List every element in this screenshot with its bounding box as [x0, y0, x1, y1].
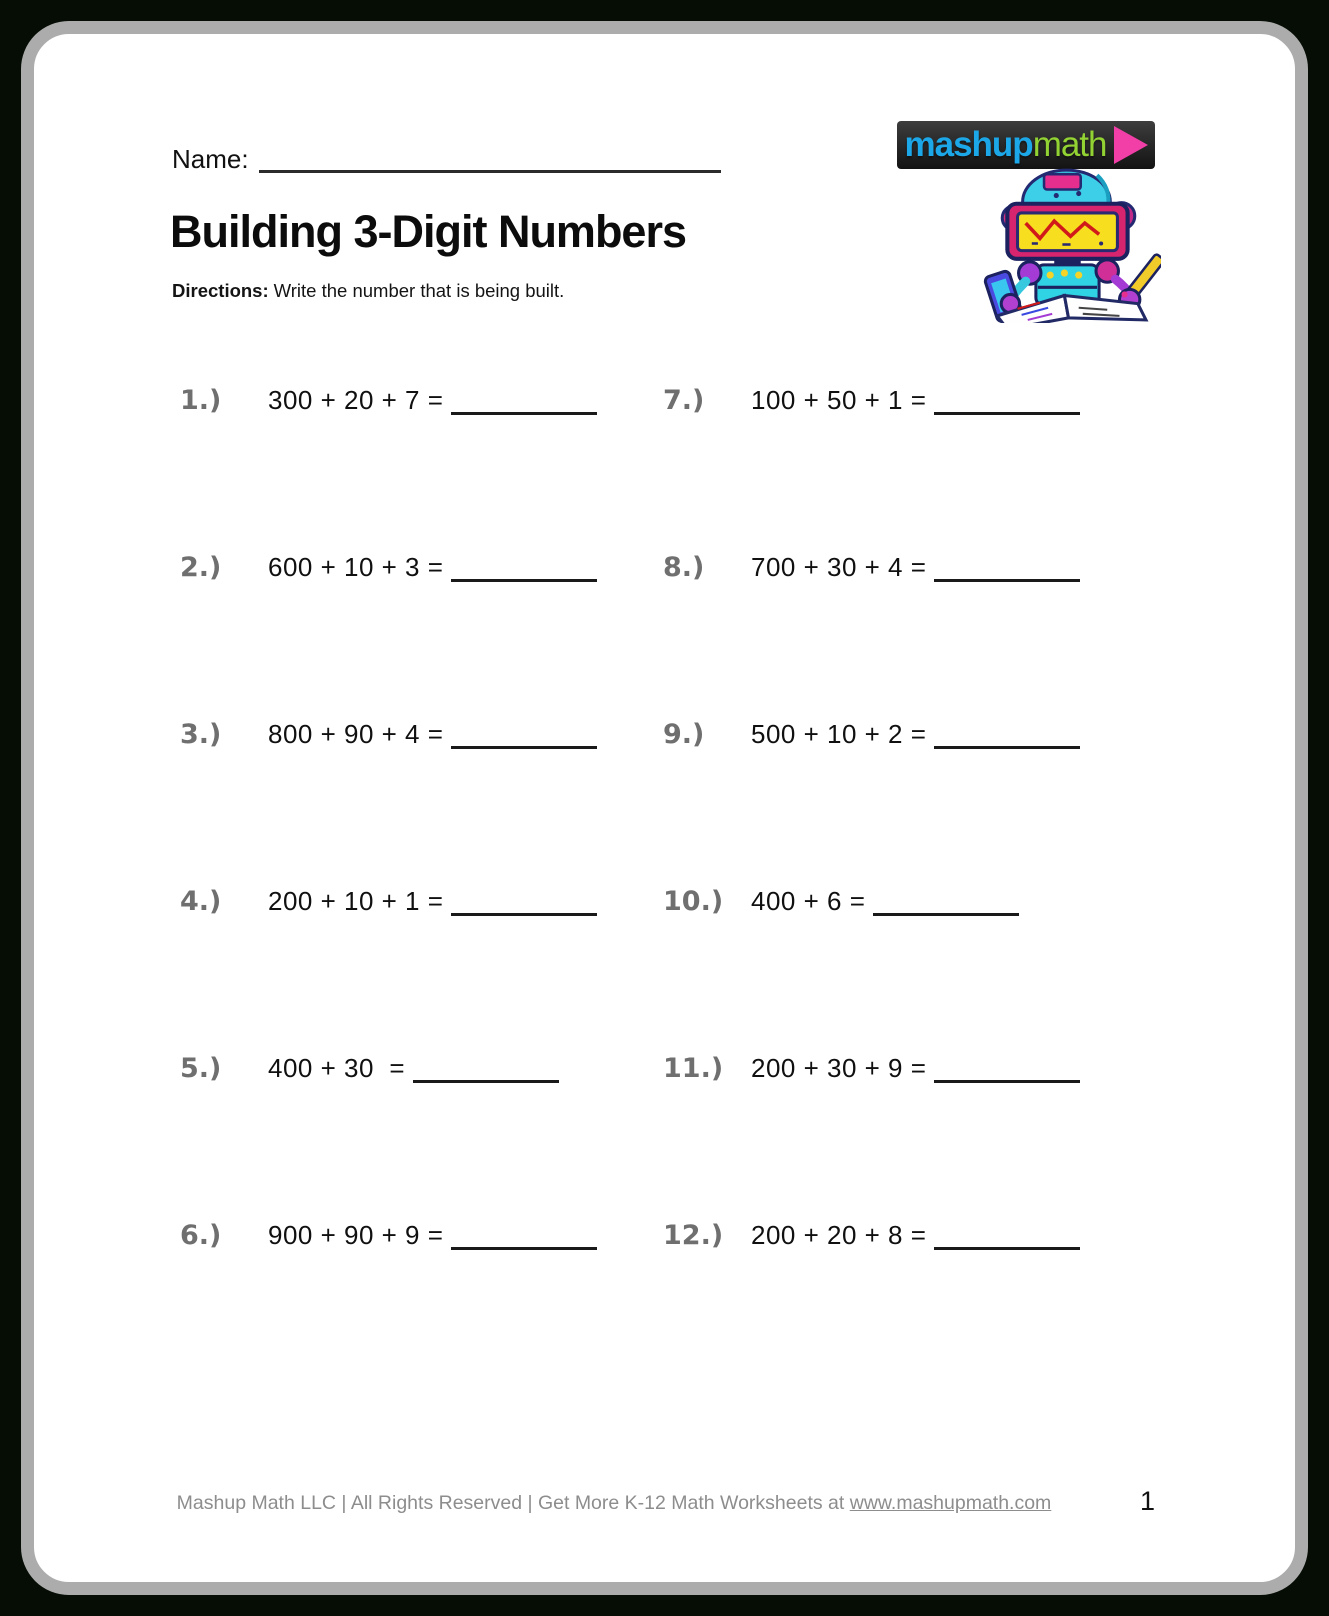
problem-expression: 700 + 30 + 4 = — [751, 552, 927, 582]
problem-expression: 400 + 30 = — [268, 1053, 406, 1083]
directions-text: Write the number that is being built. — [273, 280, 565, 301]
answer-blank — [934, 1247, 1080, 1250]
problem-3 — [172, 704, 655, 871]
directions — [172, 280, 564, 302]
problem-expression: 200 + 10 + 1 = — [268, 886, 444, 916]
logo-word-mashup: mashup — [904, 125, 1033, 164]
answer-blank — [934, 412, 1080, 415]
problem-expression: 500 + 10 + 2 = — [751, 719, 927, 749]
problem-expression: 300 + 20 + 7 = — [268, 385, 444, 415]
footer-link[interactable]: www.mashupmath.com — [849, 1492, 1052, 1514]
problem-expression: 400 + 6 = — [751, 886, 866, 916]
problem-4 — [172, 871, 655, 1038]
problem-7 — [655, 370, 1182, 537]
problem-number: 4.) — [180, 886, 222, 917]
problem-9 — [655, 704, 1182, 871]
footer — [34, 1492, 1194, 1515]
name-write-line — [259, 170, 721, 173]
problem-expression: 900 + 90 + 9 = — [268, 1220, 444, 1250]
problem-expression: 200 + 20 + 8 = — [751, 1220, 927, 1250]
problem-12 — [655, 1205, 1182, 1372]
problem-11 — [655, 1038, 1182, 1205]
answer-blank — [934, 579, 1080, 582]
answer-blank — [934, 746, 1080, 749]
problem-5 — [172, 1038, 655, 1205]
problem-number: 7.) — [663, 385, 705, 416]
problem-number: 2.) — [180, 552, 222, 583]
logo-word-math: math — [1032, 125, 1107, 164]
problem-number: 11.) — [663, 1053, 724, 1084]
problem-expression: 600 + 10 + 3 = — [268, 552, 444, 582]
problem-expression: 100 + 50 + 1 = — [751, 385, 927, 415]
problem-number: 8.) — [663, 552, 705, 583]
problem-number: 6.) — [180, 1220, 222, 1251]
play-triangle-icon — [1114, 126, 1148, 164]
answer-blank — [451, 913, 597, 916]
problem-number: 1.) — [180, 385, 222, 416]
answer-blank — [934, 1080, 1080, 1083]
footer-text: Mashup Math LLC | All Rights Reserved | Get More K-12 Math Worksheets at — [176, 1492, 850, 1514]
problem-6 — [172, 1205, 655, 1372]
answer-blank — [451, 1247, 597, 1250]
page-title: Building 3-Digit Numbers — [170, 206, 686, 257]
answer-blank — [451, 412, 597, 415]
answer-blank — [413, 1080, 559, 1083]
problem-number: 9.) — [663, 719, 705, 750]
answer-blank — [873, 913, 1019, 916]
problem-10 — [655, 871, 1182, 1038]
name-label: Name: — [172, 144, 249, 174]
problem-8 — [655, 537, 1182, 704]
problem-number: 3.) — [180, 719, 222, 750]
worksheet-page — [21, 21, 1308, 1595]
directions-label: Directions: — [172, 280, 269, 301]
answer-blank — [451, 746, 597, 749]
page-number: 1 — [1139, 1486, 1155, 1516]
robot-writing-illustration — [976, 165, 1161, 323]
problem-number: 10.) — [663, 886, 724, 917]
problem-expression: 800 + 90 + 4 = — [268, 719, 444, 749]
problem-1 — [172, 370, 655, 537]
mashupmath-logo — [897, 121, 1155, 169]
problem-expression: 200 + 30 + 9 = — [751, 1053, 927, 1083]
answer-blank — [451, 579, 597, 582]
problem-2 — [172, 537, 655, 704]
problems-grid — [172, 370, 1182, 1372]
name-row — [172, 144, 721, 175]
problem-number: 12.) — [663, 1220, 724, 1251]
problem-number: 5.) — [180, 1053, 222, 1084]
